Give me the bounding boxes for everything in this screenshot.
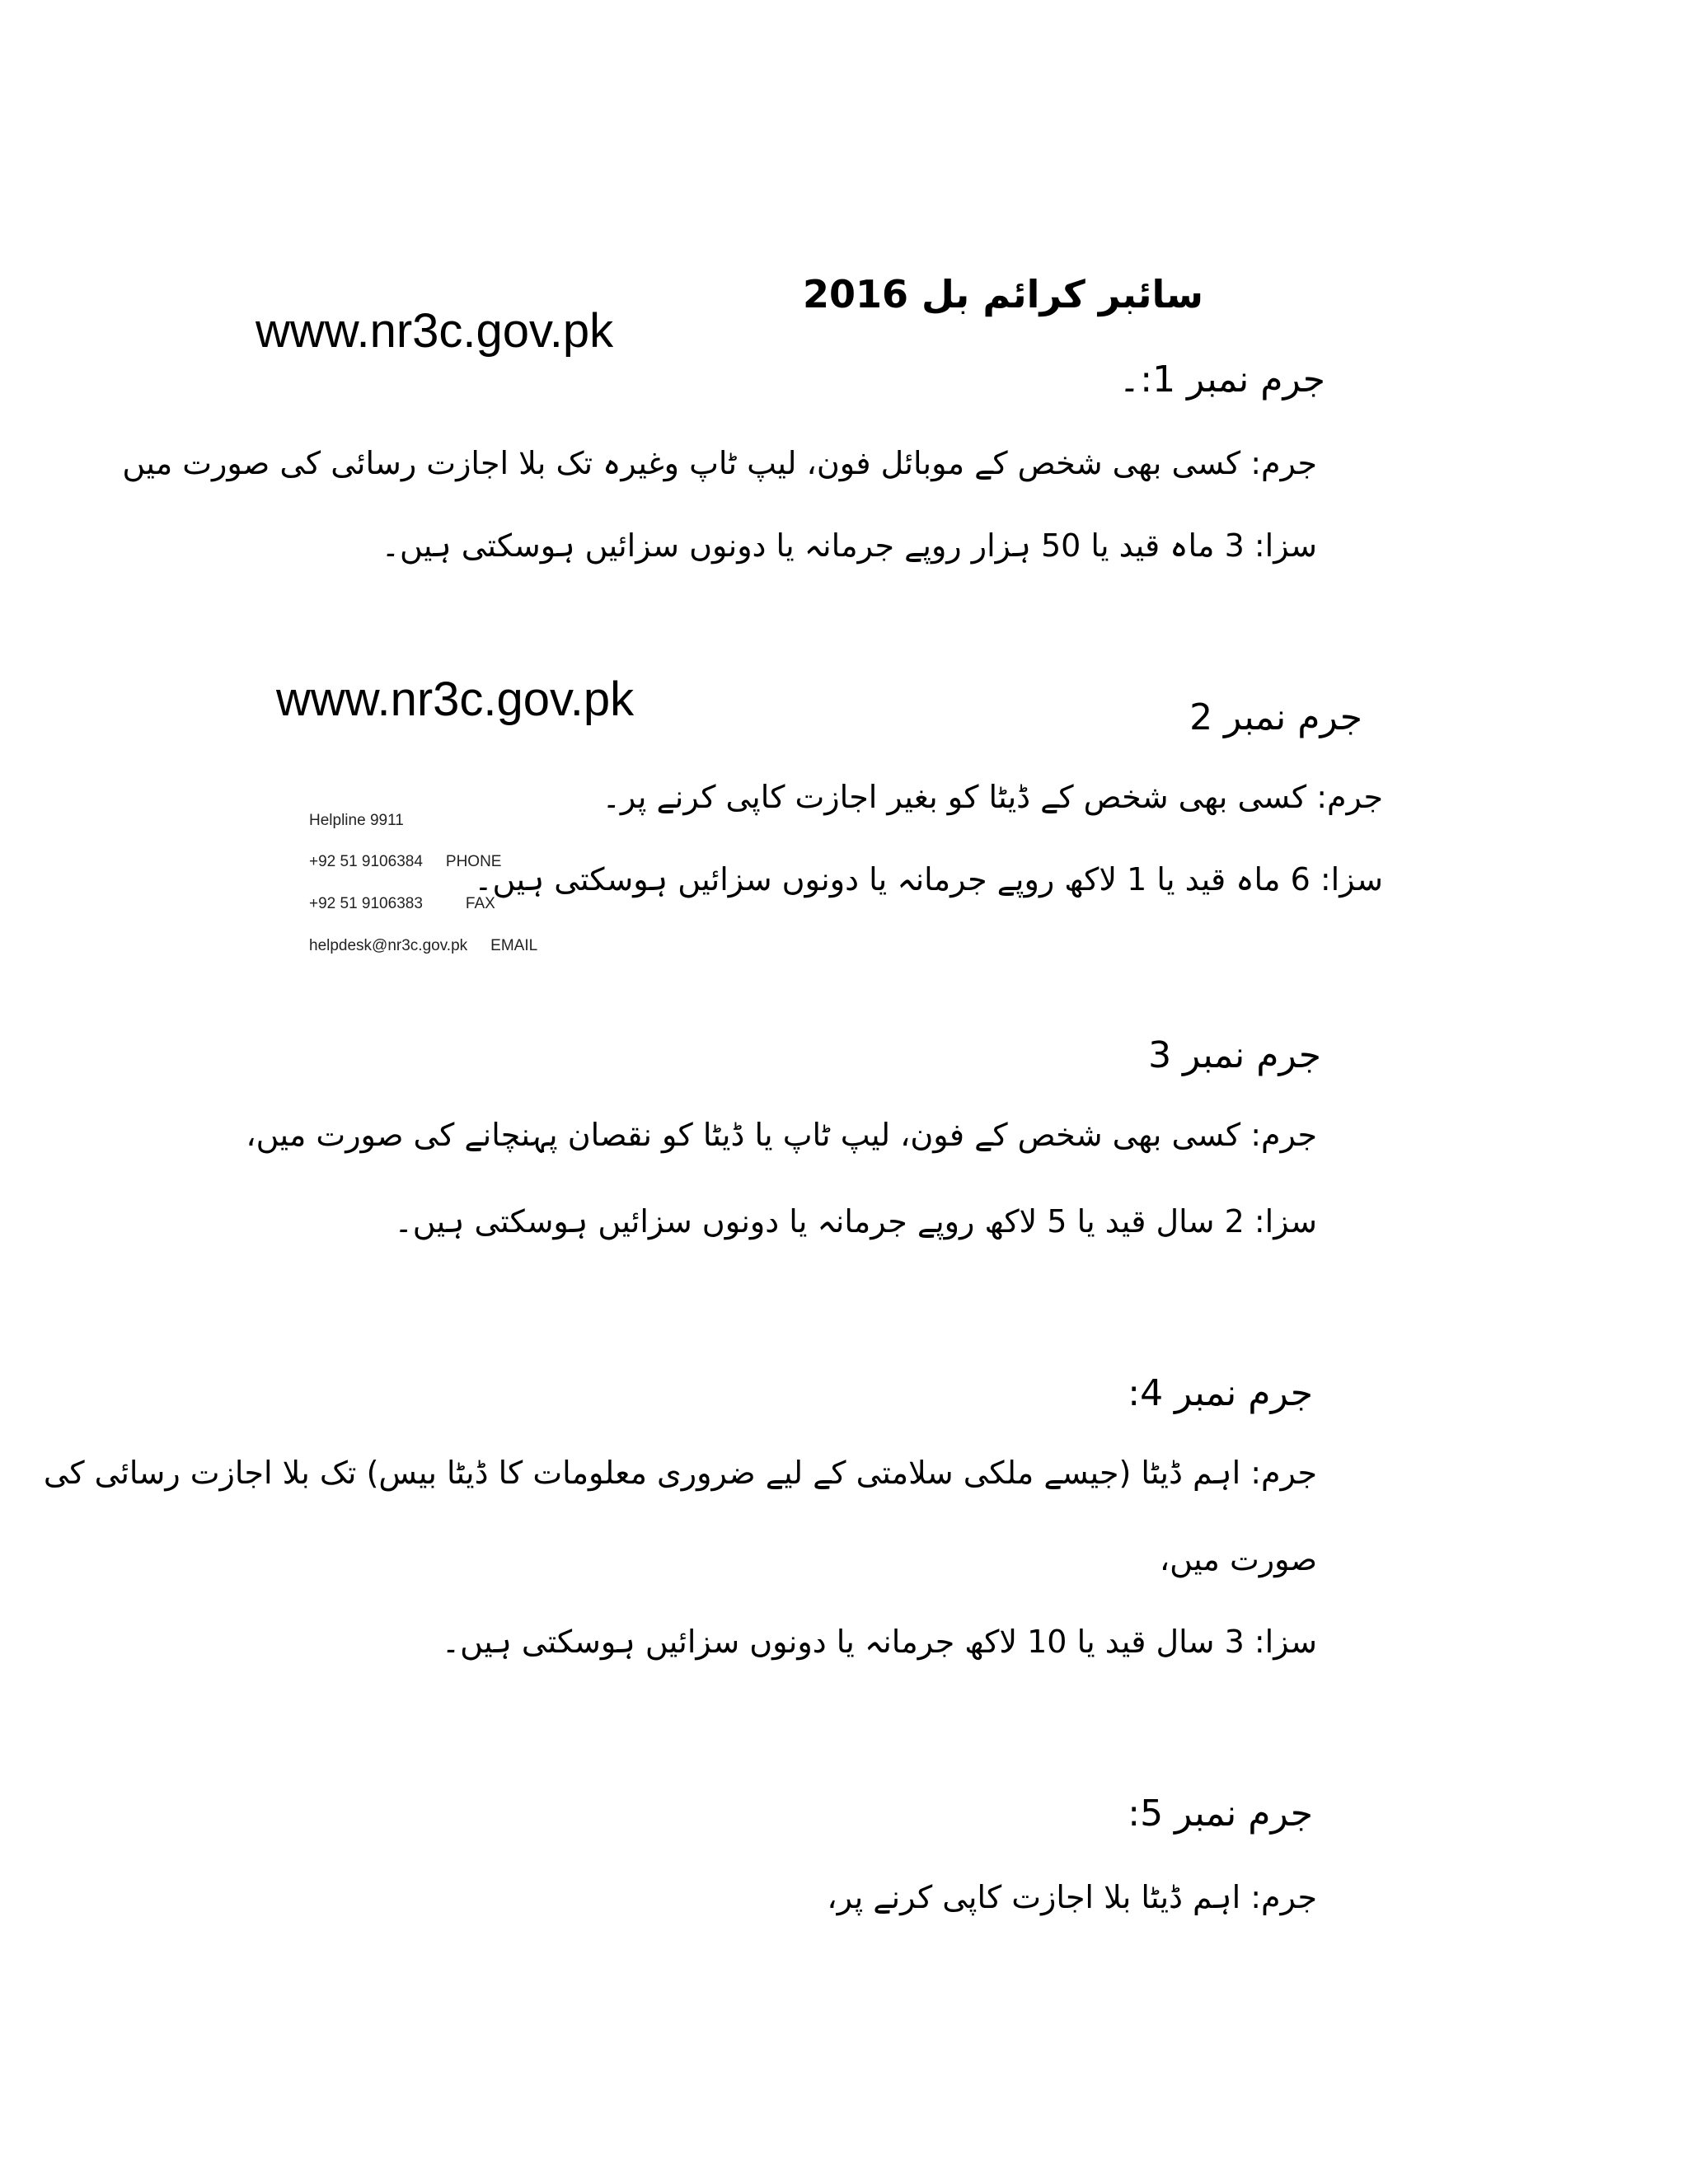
crime-heading: جرم نمبر 3 <box>1148 1034 1321 1076</box>
crime-punishment: سزا: 2 سال قید یا 5 لاکھ روپے جرمانہ یا دونوں سزائیں ہوسکتی ہیں۔ <box>394 1203 1317 1240</box>
crime-description: جرم: کسی بھی شخص کے ڈیٹا کو بغیر اجازت کاپی کرنے پر۔ <box>602 779 1383 815</box>
crime-punishment: سزا: 6 ماہ قید یا 1 لاکھ روپے جرمانہ یا دونوں سزائیں ہوسکتی ہیں۔ <box>474 861 1383 898</box>
fax-line <box>309 895 495 913</box>
crime-heading: جرم نمبر 1:۔ <box>1118 359 1325 401</box>
crime-description: جرم: اہم ڈیٹا بلا اجازت کاپی کرنے پر، <box>827 1879 1317 1915</box>
phone-line <box>309 853 501 871</box>
phone-label: PHONE <box>445 853 502 870</box>
fax-number: +92 51 9106383 <box>309 895 423 912</box>
email-line <box>309 937 537 955</box>
crime-description: جرم: کسی بھی شخص کے موبائل فون، لیپ ٹاپ وغیرہ تک بلا اجازت رسائی کی صورت میں <box>122 445 1317 481</box>
helpline-number: 9911 <box>369 812 404 829</box>
phone-number: +92 51 9106384 <box>309 853 423 870</box>
email-address: helpdesk@nr3c.gov.pk <box>309 937 468 954</box>
crime-punishment: سزا: 3 سال قید یا 10 لاکھ جرمانہ یا دونوں سزائیں ہوسکتی ہیں۔ <box>441 1624 1317 1660</box>
crime-heading: جرم نمبر 4: <box>1128 1372 1313 1414</box>
crime-heading: جرم نمبر 2 <box>1189 696 1362 738</box>
helpline-label: Helpline <box>309 812 366 829</box>
website-url: www.nr3c.gov.pk <box>256 304 614 358</box>
email-label: EMAIL <box>490 937 538 954</box>
helpline-line <box>309 812 404 830</box>
document-title: سائبر کرائم بل 2016 <box>802 272 1203 316</box>
website-url: www.nr3c.gov.pk <box>276 673 635 726</box>
crime-heading: جرم نمبر 5: <box>1128 1793 1313 1835</box>
crime-punishment: سزا: 3 ماہ قید یا 50 ہزار روپے جرمانہ یا دونوں سزائیں ہوسکتی ہیں۔ <box>381 527 1317 564</box>
fax-label: FAX <box>465 895 495 912</box>
crime-description-continued: صورت میں، <box>1159 1541 1317 1577</box>
crime-description: جرم: کسی بھی شخص کے فون، لیپ ٹاپ یا ڈیٹا کو نقصان پہنچانے کی صورت میں، <box>246 1117 1317 1153</box>
crime-description: جرم: اہم ڈیٹا (جیسے ملکی سلامتی کے لیے ضروری معلومات کا ڈیٹا بیس) تک بلا اجازت رسائی کی <box>43 1455 1317 1491</box>
